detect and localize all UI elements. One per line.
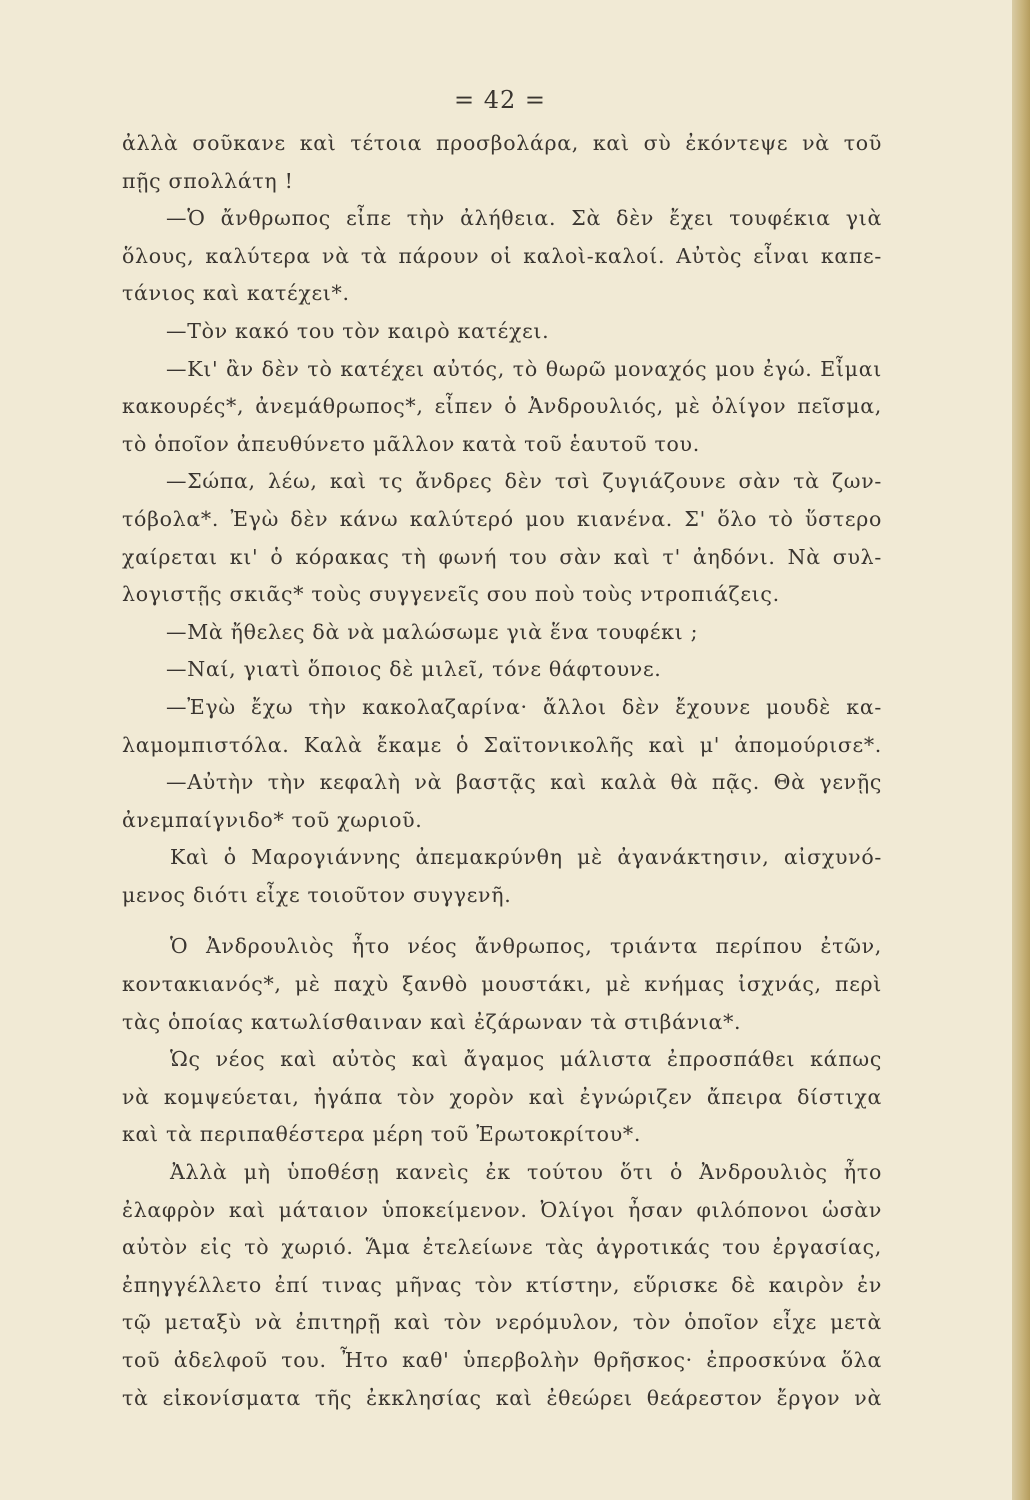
text-line: —Ναί, γιατὶ ὅποιος δὲ μιλεῖ, τόνε θάφτουνε. [166,657,662,682]
text-line: τὰς ὁποίας κατωλίσθαιναν καὶ ἐζάρωναν τὰ στιβάνια*. [122,1009,742,1034]
text-line: ὅλους, καλύτερα νὰ τὰ πάρουν οἱ καλοὶ-καλοί. Αὐτὸς εἶναι καπε- [122,243,882,268]
text-line: τὰ εἰκονίσματα τῆς ἐκκλησίας καὶ ἐθεώρει θεάρεστον ἔργον νὰ [122,1385,882,1410]
text-line: τῷ μεταξὺ νὰ ἐπιτηρῇ καὶ τὸν νερόμυλον, τὸν ὁποῖον εἶχε μετὰ [122,1310,882,1335]
text-line: τὸ ὁποῖον ἀπευθύνετο μᾶλλον κατὰ τοῦ ἑαυτοῦ του. [122,431,700,456]
text-line: τοῦ ἀδελφοῦ του. Ἦτο καθ' ὑπερβολὴν θρῆσκος· ἐπροσκύνα ὅλα [122,1348,882,1372]
text-line: καὶ τὰ περιπαθέστερα μέρη τοῦ Ἐρωτοκρίτου*. [122,1122,642,1147]
text-line: μενος διότι εἶχε τοιοῦτον συγγενῆ. [122,882,512,907]
text-line: κακουρές*, ἀνεμάθρωπος*, εἶπεν ὁ Ἀνδρουλιός, μὲ ὀλίγον πεῖσμα, [122,394,882,419]
text-line: ἐπηγγέλλετο ἐπί τινας μῆνας τὸν κτίστην, εὕρισκε δὲ καιρὸν ἐν [122,1272,882,1297]
text-line: ἀλλὰ σοῦκανε καὶ τέτοια προσβολάρα, καὶ σὺ ἐκόντεψε νὰ τοῦ [122,131,882,155]
text-line: λαμομπιστόλα. Καλὰ ἔκαμε ὁ Σαϊτονικολῆς καὶ μ' ἀπομούρισε*. [122,732,882,757]
text-line: Ἀλλὰ μὴ ὑποθέσῃ κανεὶς ἐκ τούτου ὅτι ὁ Ἀνδρουλιὸς ἦτο [170,1160,882,1185]
text-line: ἀνεμπαίγνιδο* τοῦ χωριοῦ. [122,807,423,832]
text-line: Ὡς νέος καὶ αὐτὸς καὶ ἄγαμος μάλιστα ἐπροσπάθει κάπως [170,1047,882,1072]
text-line: Ὁ Ἀνδρουλιὸς ἦτο νέος ἄνθρωπος, τριάντα περίπου ἐτῶν, [170,934,882,959]
text-line: ἐλαφρὸν καὶ μάταιον ὑποκείμενον. Ὀλίγοι ἦσαν φιλόπονοι ὡσὰν [122,1197,882,1222]
text-line: αὐτὸν εἰς τὸ χωριό. Ἅμα ἐτελείωνε τὰς ἀγροτικάς του ἐργασίας, [122,1235,882,1260]
text-line: —Τὸν κακό του τὸν καιρὸ κατέχει. [166,318,550,343]
text-line: τάνιος καὶ κατέχει*. [122,281,350,306]
text-line: πῇς σπολλάτη ! [122,168,294,193]
text-line: κοντακιανός*, μὲ παχὺ ξανθὸ μουστάκι, μὲ κνήμας ἰσχνάς, περὶ [122,972,882,997]
text-line: —Αὐτὴν τὴν κεφαλὴ νὰ βαστᾷς καὶ καλὰ θὰ πᾷς. Θὰ γενῇς [166,770,882,795]
text-line: —Κι' ἂν δὲν τὸ κατέχει αὐτός, τὸ θωρῶ μοναχός μου ἐγώ. Εἶμαι [166,356,882,381]
body-text [122,125,882,1417]
page-edge [1012,0,1030,1500]
text-line: Καὶ ὁ Μαρογιάννης ἀπεμακρύνθη μὲ ἀγανάκτησιν, αἰσχυνό- [170,845,882,870]
text-line: —Μὰ ἤθελες δὰ νὰ μαλώσωμε γιὰ ἕνα τουφέκι ; [166,619,699,644]
text-line: —Ἐγὼ ἔχω τὴν κακολαζαρίνα· ἄλλοι δὲν ἔχουνε μουδὲ κα- [166,694,882,719]
text-line: —Ὁ ἄνθρωπος εἶπε τὴν ἀλήθεια. Σὰ δὲν ἔχει τουφέκια γιὰ [166,206,882,231]
text-line: χαίρεται κι' ὁ κόρακας τὴ φωνή του σὰν καὶ τ' ἀηδόνι. Νὰ συλ- [122,544,882,569]
page-number: = 42 = [453,86,546,114]
text-line: λογιστῇς σκιᾶς* τοὺς συγγενεῖς σου ποὺ τοὺς ντροπιάζεις. [122,582,780,607]
text-line: νὰ κομψεύεται, ἠγάπα τὸν χορὸν καὶ ἐγνώριζεν ἄπειρα δίστιχα [122,1084,882,1109]
paragraph-gap [122,914,882,928]
text-line: τόβολα*. Ἐγὼ δὲν κάνω καλύτερό μου κιανένα. Σ' ὅλο τὸ ὕστερο [122,506,882,531]
text-line: —Σώπα, λέω, καὶ τς ἄνδρες δὲν τσὶ ζυγιάζουνε σὰν τὰ ζων- [166,469,882,494]
